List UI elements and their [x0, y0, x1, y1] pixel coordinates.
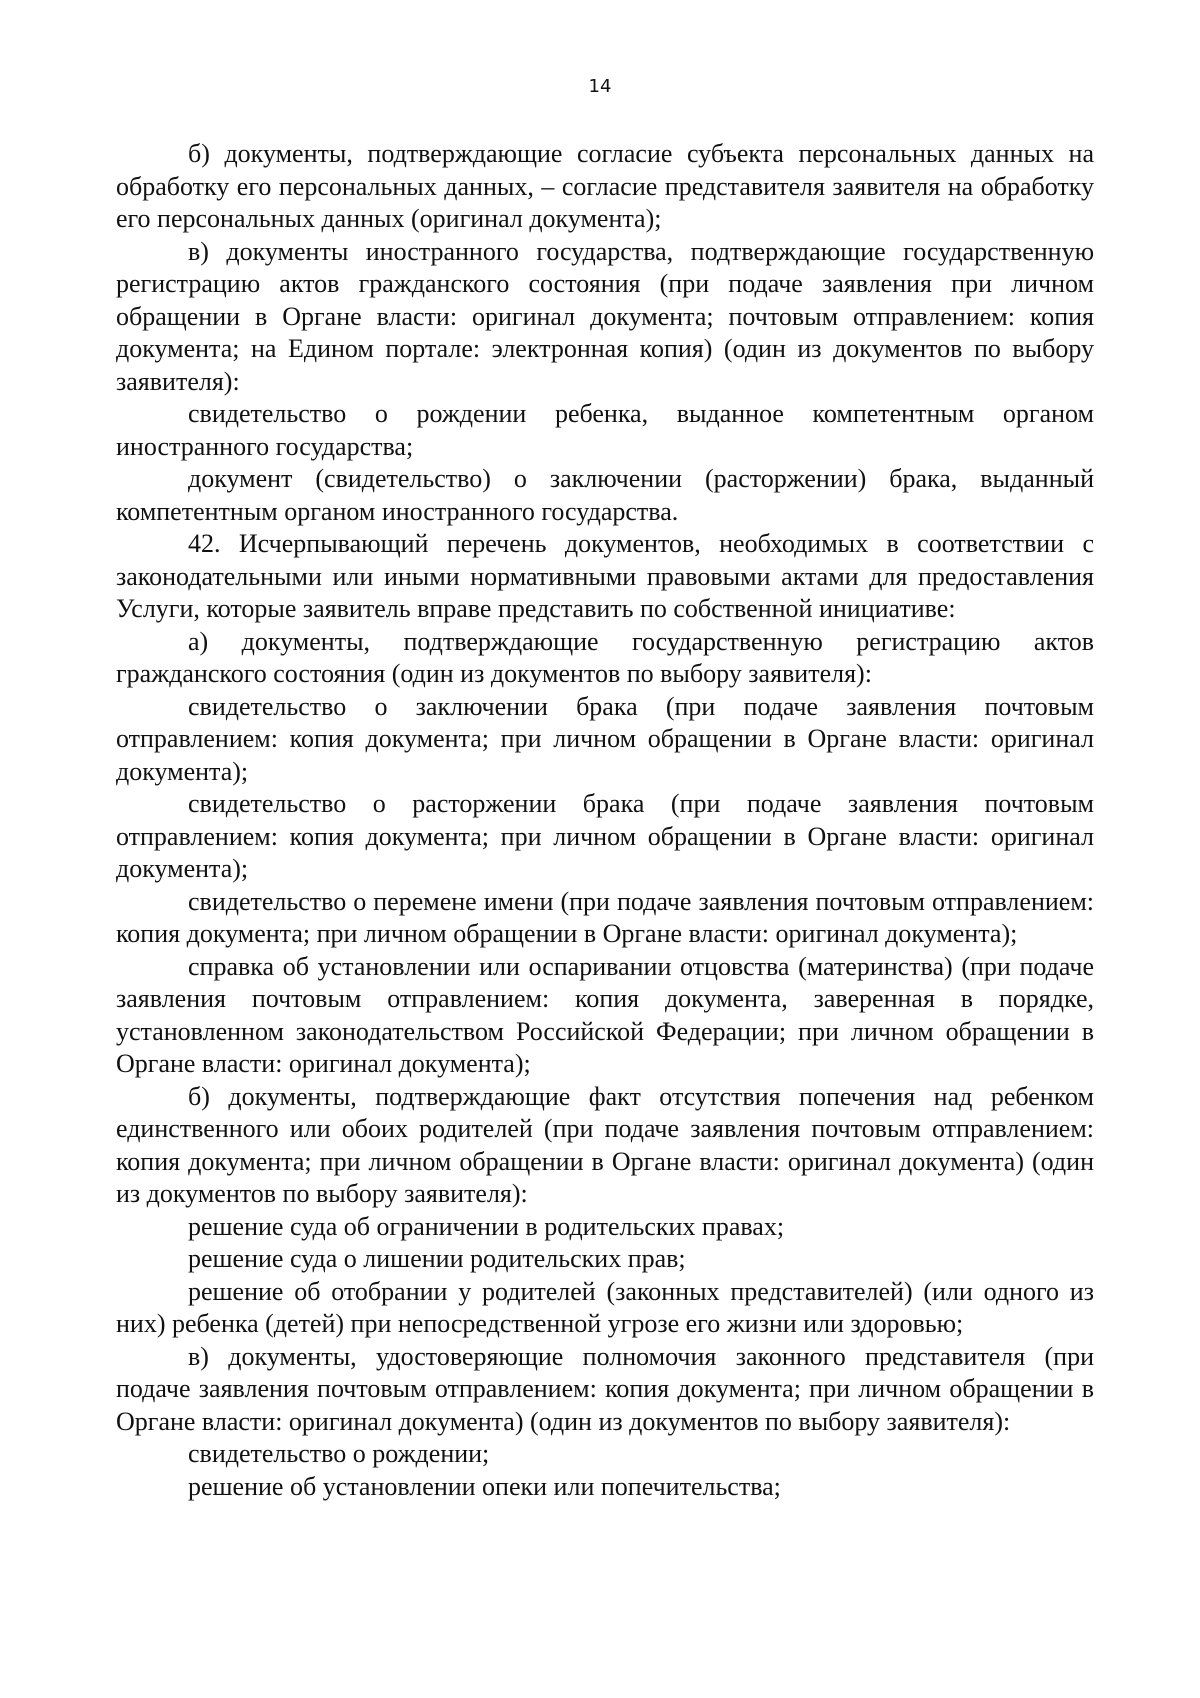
paragraph-foreign-marriage-document: документ (свидетельство) о заключении (расторжении) брака, выданный компетентным органом иностранного государства. [116, 464, 1094, 526]
paragraph-restriction-of-rights: решение суда об ограничении в родительских правах; [188, 1211, 785, 1241]
paragraph-birth-certificate: свидетельство о рождении; [188, 1439, 490, 1468]
paragraph-legal-representative-documents: в) документы, удостоверяющие полномочия законного представителя (при подаче заявления почтовым отправлением: копия документа; при личном обращении в Органе власти: оригинал документа) (один из документов по выбору заявителя): [116, 1341, 1094, 1436]
document-body [116, 138, 1094, 1503]
paragraph-lack-of-parental-care: б) документы, подтверждающие факт отсутствия попечения над ребенком единственного или обоих родителей (при подаче заявления почтовым отправлением: копия документа; при личном обращении в Органе власти: оригинал документа) (один из документов по выбору заявителя): [116, 1081, 1094, 1208]
paragraph-name-change-certificate: свидетельство о перемене имени (при подаче заявления почтовым отправлением: копия документа; при личном обращении в Органе власти: оригинал документа); [116, 886, 1094, 948]
paragraph-foreign-state-documents: в) документы иностранного государства, подтверждающие государственную регистрацию актов гражданского состояния (при подаче заявления при личном обращении в Органе власти: оригинал документа; почтовым отправлением: копия документа; на Едином портале: электронная копия) (один из документов по выбору заявителя): [116, 236, 1094, 396]
paragraph-consent-personal-data: б) документы, подтверждающие согласие субъекта персональных данных на обработку его персональных данных, – согласие представителя заявителя на обработку его персональных данных (оригинал документа); [116, 139, 1094, 233]
paragraph-child-removal-decision: решение об отобрании у родителей (законных представителей) (или одного из них) ребенка (детей) при непосредственной угрозе его жизни или здоровью; [116, 1276, 1094, 1338]
paragraph-deprivation-of-rights: решение суда о лишении родительских прав; [188, 1244, 686, 1273]
paragraph-item-42: 42. Исчерпывающий перечень документов, необходимых в соответствии с законодательными или иными нормативными правовыми актами для предоставления Услуги, которые заявитель вправе представить по собственной инициативе: [116, 529, 1094, 623]
paragraph-guardianship-decision: решение об установлении опеки или попечительства; [188, 1471, 781, 1501]
page-number: 14 [588, 76, 612, 97]
paragraph-civil-registration-documents: а) документы, подтверждающие государственную регистрацию актов гражданского состояния (один из документов по выбору заявителя): [116, 626, 1094, 688]
paragraph-marriage-certificate: свидетельство о заключении брака (при подаче заявления почтовым отправлением: копия документа; при личном обращении в Органе власти: оригинал документа); [116, 691, 1094, 786]
paragraph-divorce-certificate: свидетельство о расторжении брака (при подаче заявления почтовым отправлением: копия документа; при личном обращении в Органе власти: оригинал документа); [116, 789, 1094, 883]
paragraph-foreign-birth-certificate: свидетельство о рождении ребенка, выданное компетентным органом иностранного государства; [116, 399, 1094, 461]
paragraph-paternity-certificate: справка об установлении или оспаривании отцовства (материнства) (при подаче заявления почтовым отправлением: копия документа, заверенная в порядке, установленном законодательством Российской Федерации; при личном обращении в Органе власти: оригинал документа); [116, 951, 1094, 1078]
